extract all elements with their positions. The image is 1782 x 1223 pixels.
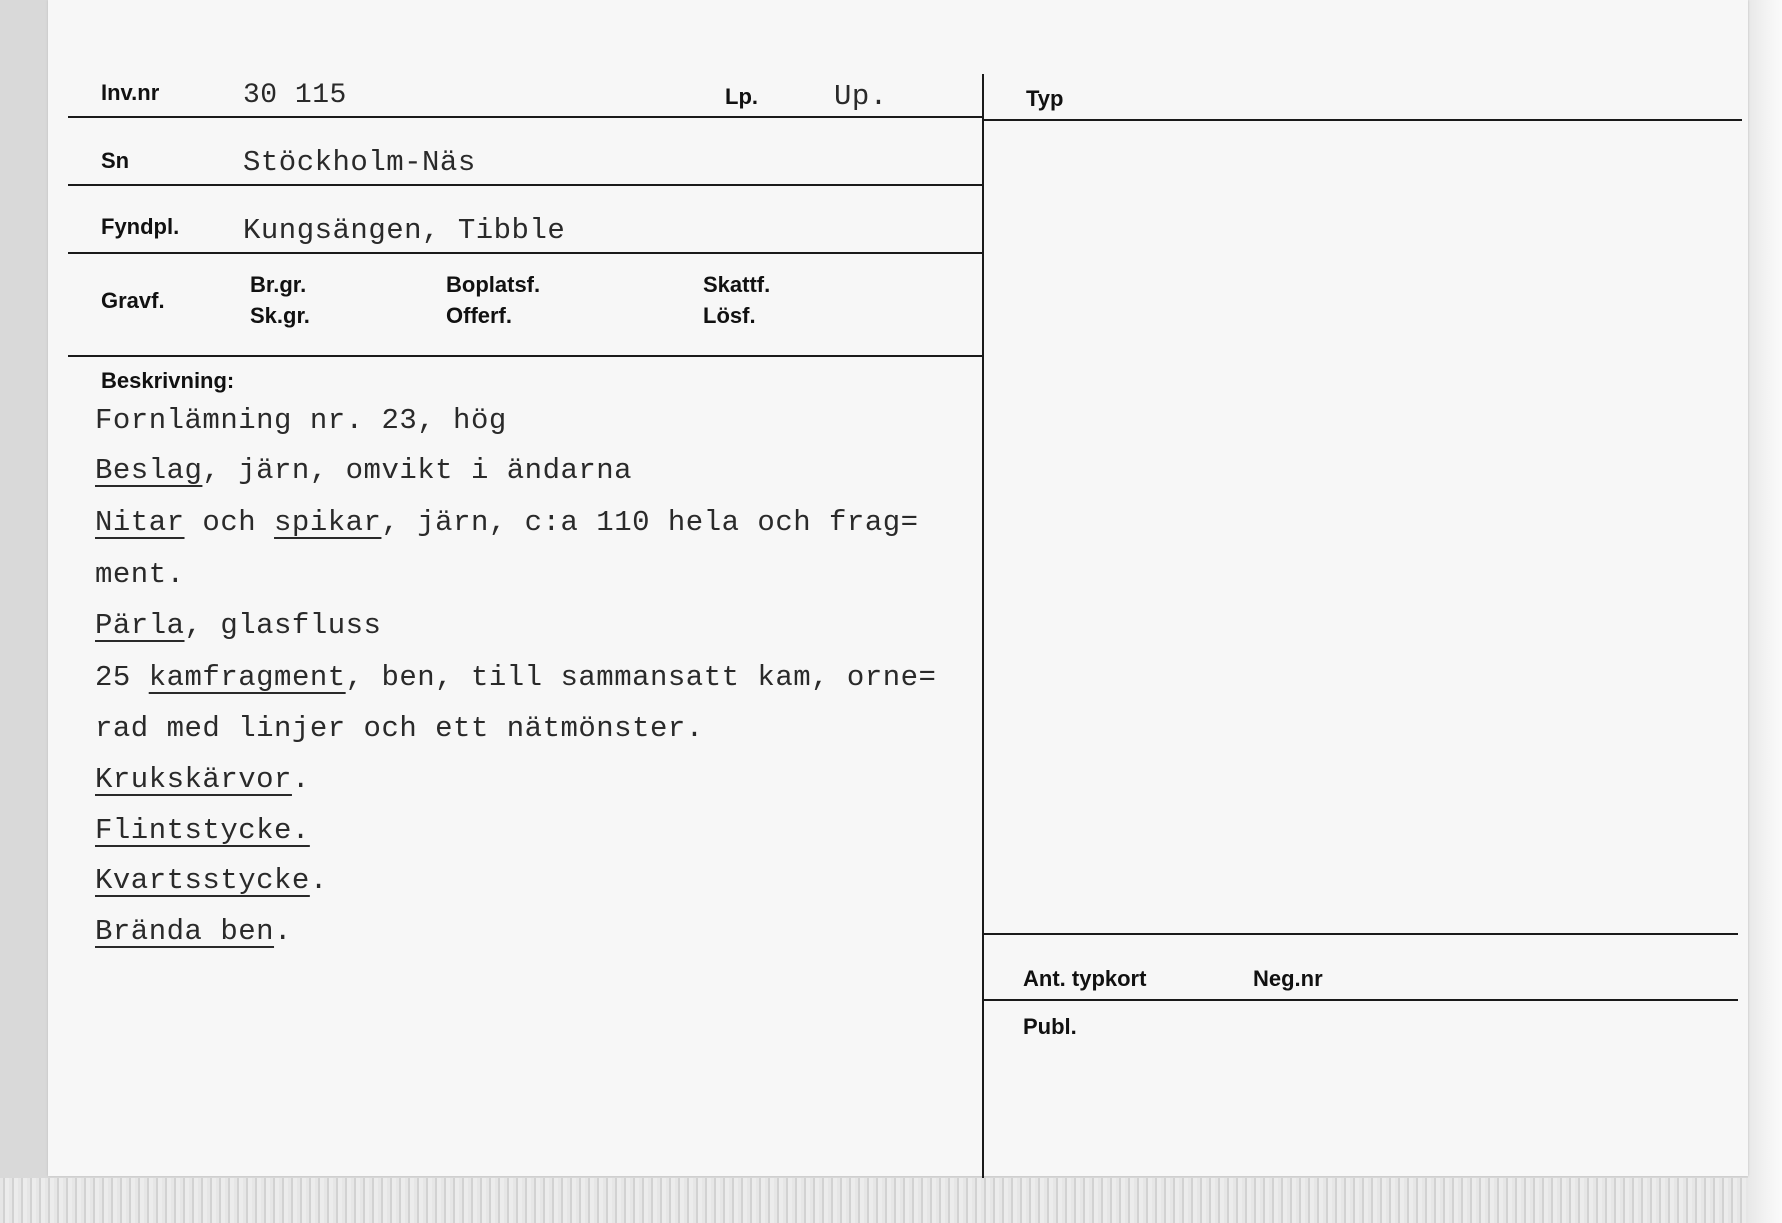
description-line: Kvartsstycke.	[95, 864, 328, 897]
rule-typ	[984, 119, 1742, 121]
skattf-label: Skattf.	[703, 272, 771, 297]
gravf-label: Gravf.	[101, 288, 165, 313]
typ-label: Typ	[1026, 86, 1064, 111]
fyndpl-label: Fyndpl.	[101, 214, 180, 239]
sn-value: Stöckholm-Näs	[243, 146, 476, 179]
sn-label: Sn	[101, 148, 130, 173]
ant-typkort-label: Ant. typkort	[1023, 966, 1147, 991]
catalog-card	[48, 0, 1748, 1176]
rule-fyndpl	[68, 252, 984, 254]
lp-value: Up.	[834, 80, 888, 113]
sk-gr-label: Sk.gr.	[250, 303, 310, 328]
rule-sn	[68, 184, 984, 186]
inv-nr-value: 30 115	[243, 80, 347, 111]
inv-nr-label: Inv.nr	[101, 80, 160, 105]
rule-gravf	[68, 355, 984, 357]
publ-label: Publ.	[1023, 1014, 1077, 1039]
beskrivning-label: Beskrivning:	[101, 368, 235, 393]
description-line: Fornlämning nr. 23, hög	[95, 404, 507, 437]
scan-background-bottom	[0, 1178, 1782, 1223]
description-line: Beslag, järn, omvikt i ändarna	[95, 454, 633, 487]
neg-nr-label: Neg.nr	[1253, 966, 1323, 991]
rule-neg-nr	[984, 999, 1738, 1001]
lp-label: Lp.	[725, 84, 758, 109]
fyndpl-value: Kungsängen, Tibble	[243, 214, 566, 247]
scan-background-right	[1748, 0, 1782, 1223]
description-line: Pärla, glasfluss	[95, 609, 382, 642]
description-line: rad med linjer och ett nätmönster.	[95, 712, 704, 745]
description-line: Nitar och spikar, järn, c:a 110 hela och frag=	[95, 506, 919, 539]
description-line: ment.	[95, 558, 185, 591]
rule-inv	[68, 116, 984, 118]
description-line: Krukskärvor.	[95, 763, 310, 796]
losf-label: Lösf.	[703, 303, 756, 328]
description-line: 25 kamfragment, ben, till sammansatt kam, orne=	[95, 661, 937, 694]
offerf-label: Offerf.	[446, 303, 512, 328]
column-divider	[982, 74, 984, 1178]
description-line: Flintstycke.	[95, 814, 310, 847]
description-line: Brända ben.	[95, 915, 292, 948]
boplatsf-label: Boplatsf.	[446, 272, 541, 297]
rule-ant-typkort-top	[984, 933, 1738, 935]
br-gr-label: Br.gr.	[250, 272, 307, 297]
